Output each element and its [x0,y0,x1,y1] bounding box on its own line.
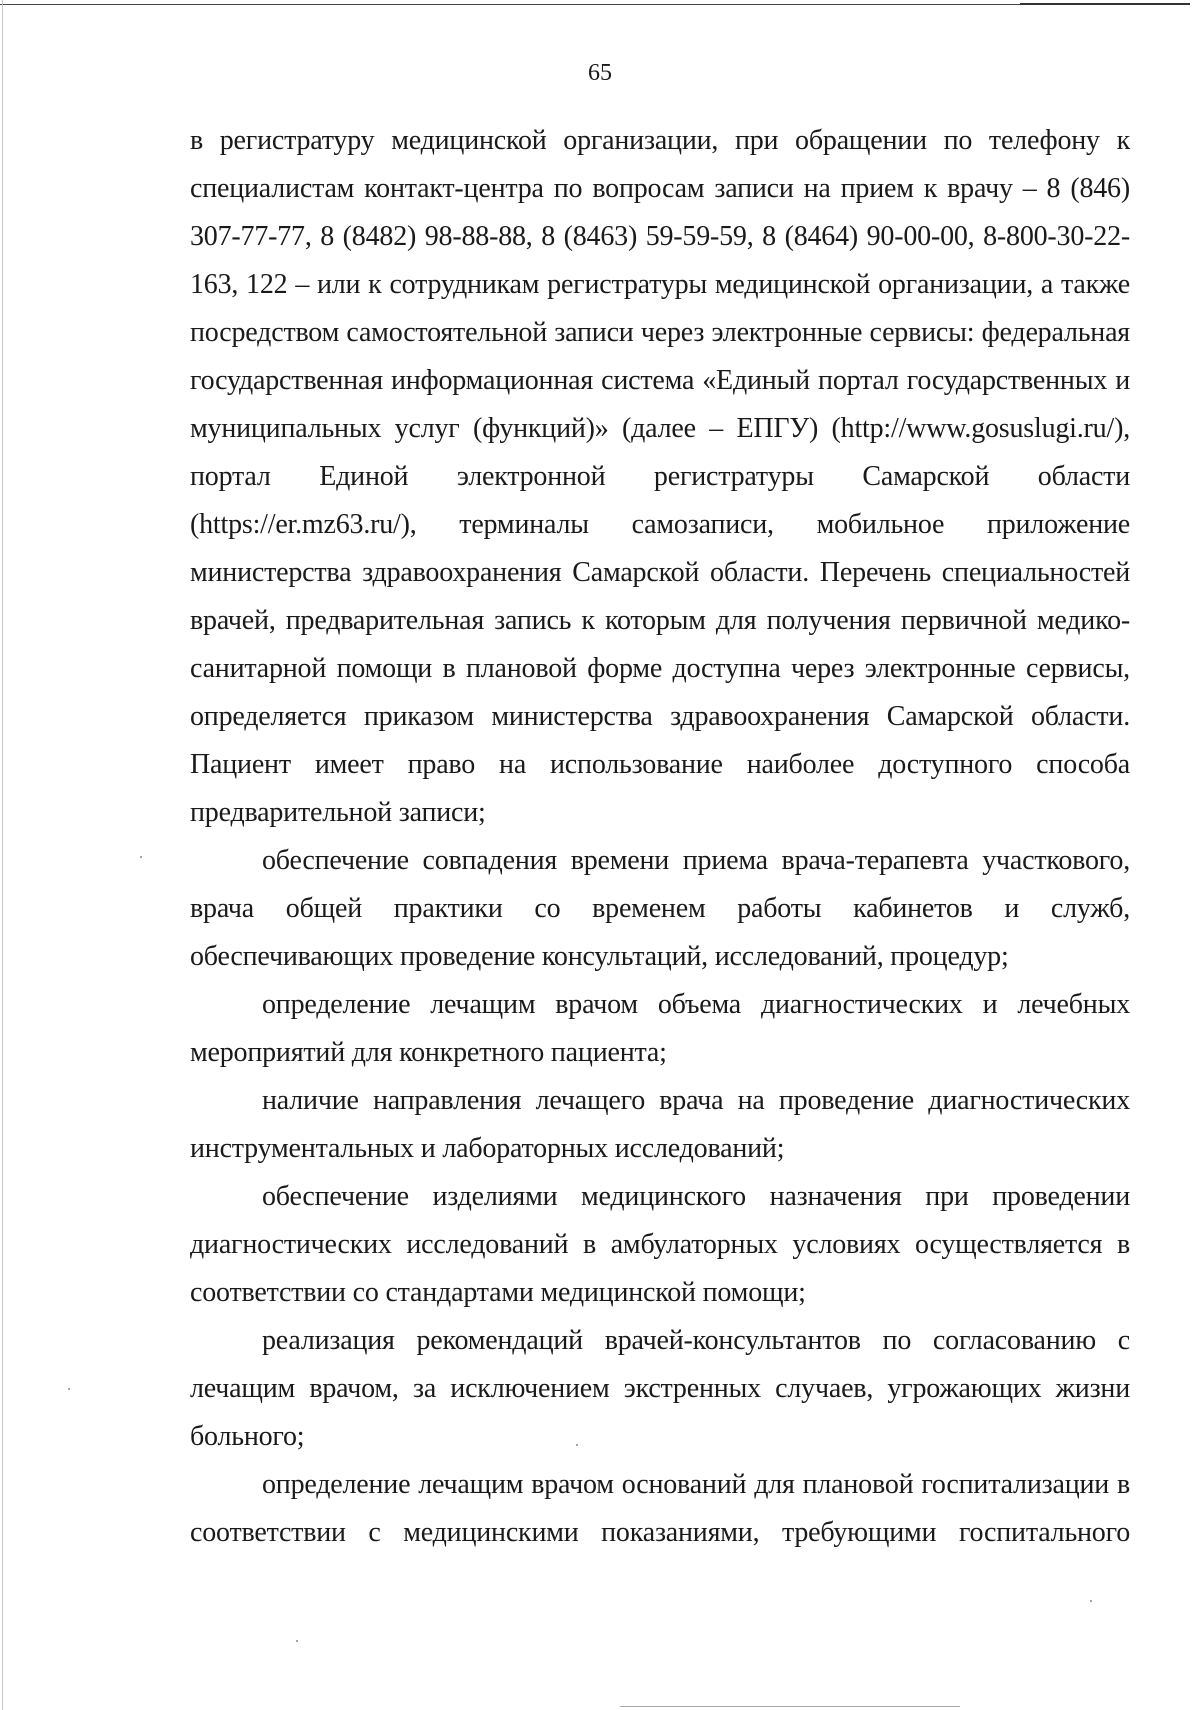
paragraph: наличие направления лечащего врача на проведение диагностических инструментальных и лабораторных исследований; [190,1085,1130,1164]
paragraph: обеспечение изделиями медицинского назначения при проведении диагностических исследований в амбулаторных условиях осуществляется в соответствии со стандартами медицинской помощи; [190,1181,1130,1308]
scan-speck [576,1444,578,1446]
paragraph: в регистратуру медицинской организации, при обращении по телефону к специалистам контакт-центра по вопросам записи на прием к врачу – 8 (846) 307-77-77, 8 (8482) 98-88-88, 8 (8463) 59-59-59, 8 (8464) 90-00-00, 8-800-30-22-163, 122 – или к сотрудникам регистратуры медицинской организации, а также посредством самостоятельной записи через электронные сервисы: федеральная государственная информационная система «Единый портал государственных и муниципальных услуг (функций)» (далее – ЕПГУ) (http://www.gosuslugi.ru/), портал Единой электронной регистратуры Самарской области (https://er.mz63.ru/), терминалы самозаписи, мобильное приложение министерства здравоохранения Самарской области. Перечень специальностей врачей, предварительная запись к которым для получения первичной медико-санитарной помощи в плановой форме доступна через электронные сервисы, определяется приказом министерства здравоохранения Самарской области. Пациент имеет право на использование наиболее доступного способа предварительной записи; [190,125,1130,828]
paragraph: реализация рекомендаций врачей-консультантов по согласованию с лечащим врачом, за исключением экстренных случаев, угрожающих жизни больного; [190,1325,1130,1452]
paragraph: определение лечащим врачом объема диагностических и лечебных мероприятий для конкретного пациента; [190,989,1130,1068]
scan-speck [68,1388,70,1390]
body-text [190,117,1130,1557]
scan-left-edge [2,0,3,1710]
scan-top-edge-shadow [1020,3,1190,5]
scan-bottom-edge [620,1706,960,1707]
scan-top-edge [0,4,1190,5]
paragraph: определение лечащим врачом оснований для плановой госпитализации в соответствии с медицинскими показаниями, требующими госпитального [190,1469,1130,1548]
scan-speck [296,1640,298,1642]
scan-speck [1090,1600,1092,1602]
page-number: 65 [588,60,612,86]
paragraph: обеспечение совпадения времени приема врача-терапевта участкового, врача общей практики со временем работы кабинетов и служб, обеспечивающих проведение консультаций, исследований, процедур; [190,845,1130,972]
scan-speck [140,856,142,858]
